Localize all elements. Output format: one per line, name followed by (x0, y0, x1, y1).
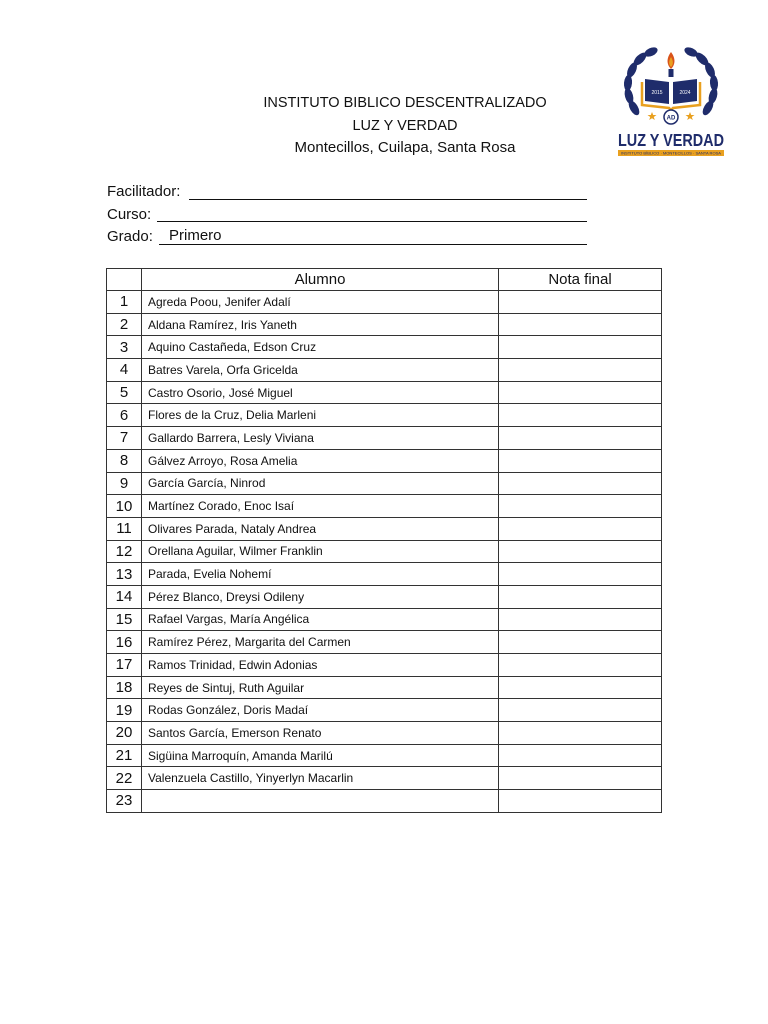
table-row (107, 631, 662, 654)
institute-subtitle: LUZ Y VERDAD (352, 117, 458, 134)
final-grade-cell[interactable] (499, 563, 662, 586)
student-name: Sigüina Marroquín, Amanda Marilú (142, 744, 499, 767)
table-row (107, 790, 662, 813)
student-name (142, 790, 499, 813)
row-number: 15 (107, 608, 142, 631)
student-name: Reyes de Sintuj, Ruth Aguilar (142, 676, 499, 699)
luz-y-verdad-logo (612, 42, 730, 168)
student-name: Pérez Blanco, Dreysi Odileny (142, 585, 499, 608)
student-name: Flores de la Cruz, Delia Marleni (142, 404, 499, 427)
row-number: 20 (107, 722, 142, 745)
student-name: Ramos Trinidad, Edwin Adonias (142, 654, 499, 677)
row-number: 23 (107, 790, 142, 813)
final-grade-cell[interactable] (499, 540, 662, 563)
student-name: Valenzuela Castillo, Yinyerlyn Macarlin (142, 767, 499, 790)
student-name: Olivares Parada, Nataly Andrea (142, 517, 499, 540)
table-row (107, 767, 662, 790)
header-final-grade: Nota final (499, 269, 662, 291)
student-name: Orellana Aguilar, Wilmer Franklin (142, 540, 499, 563)
student-name: Santos García, Emerson Renato (142, 722, 499, 745)
table-row (107, 449, 662, 472)
row-number: 12 (107, 540, 142, 563)
table-row (107, 540, 662, 563)
row-number: 5 (107, 381, 142, 404)
header-number (107, 269, 142, 291)
grado-value: Primero (169, 226, 222, 244)
grades-table (106, 268, 662, 813)
table-row (107, 291, 662, 314)
svg-text:2015: 2015 (651, 90, 663, 96)
final-grade-cell[interactable] (499, 449, 662, 472)
final-grade-cell[interactable] (499, 517, 662, 540)
student-name: Rodas González, Doris Madaí (142, 699, 499, 722)
table-row (107, 608, 662, 631)
final-grade-cell[interactable] (499, 427, 662, 450)
grado-label: Grado: (107, 228, 153, 245)
table-row (107, 654, 662, 677)
table-row (107, 336, 662, 359)
svg-text:AD: AD (666, 115, 676, 122)
curso-line (157, 221, 587, 222)
row-number: 10 (107, 495, 142, 518)
row-number: 16 (107, 631, 142, 654)
final-grade-cell[interactable] (499, 654, 662, 677)
row-number: 21 (107, 744, 142, 767)
grado-line (159, 244, 587, 245)
table-row (107, 359, 662, 382)
student-name: Gallardo Barrera, Lesly Viviana (142, 427, 499, 450)
final-grade-cell[interactable] (499, 608, 662, 631)
row-number: 8 (107, 449, 142, 472)
final-grade-cell[interactable] (499, 359, 662, 382)
table-row (107, 495, 662, 518)
final-grade-cell[interactable] (499, 631, 662, 654)
form-fields (107, 181, 587, 249)
svg-text:LUZ Y VERDAD: LUZ Y VERDAD (618, 130, 724, 150)
student-name: Martínez Corado, Enoc Isaí (142, 495, 499, 518)
facilitador-field[interactable] (107, 181, 587, 204)
final-grade-cell[interactable] (499, 336, 662, 359)
institute-name: INSTITUTO BIBLICO DESCENTRALIZADO (263, 95, 547, 111)
table-row (107, 676, 662, 699)
institute-location: Montecillos, Cuilapa, Santa Rosa (294, 139, 516, 156)
table-row (107, 744, 662, 767)
row-number: 14 (107, 585, 142, 608)
table-row (107, 722, 662, 745)
row-number: 9 (107, 472, 142, 495)
row-number: 2 (107, 313, 142, 336)
table-row (107, 517, 662, 540)
table-row (107, 381, 662, 404)
student-name: Gálvez Arroyo, Rosa Amelia (142, 449, 499, 472)
table-row (107, 313, 662, 336)
facilitador-line (189, 199, 587, 200)
student-name: Batres Varela, Orfa Gricelda (142, 359, 499, 382)
row-number: 17 (107, 654, 142, 677)
row-number: 1 (107, 291, 142, 314)
final-grade-cell[interactable] (499, 472, 662, 495)
table-row (107, 585, 662, 608)
final-grade-cell[interactable] (499, 699, 662, 722)
final-grade-cell[interactable] (499, 676, 662, 699)
svg-text:INSTITUTO BÍBLICO · MONTECILLO: INSTITUTO BÍBLICO · MONTECILLOS · SANTA ROSA (621, 151, 722, 156)
torch-icon (668, 52, 675, 77)
curso-field[interactable] (107, 204, 587, 227)
open-book-icon (642, 79, 700, 110)
final-grade-cell[interactable] (499, 313, 662, 336)
final-grade-cell[interactable] (499, 291, 662, 314)
row-number: 11 (107, 517, 142, 540)
student-name: Aquino Castañeda, Edson Cruz (142, 336, 499, 359)
facilitador-label: Facilitador: (107, 183, 181, 200)
table-row (107, 563, 662, 586)
curso-label: Curso: (107, 205, 152, 223)
student-name: Ramírez Pérez, Margarita del Carmen (142, 631, 499, 654)
grado-field[interactable] (107, 226, 587, 249)
row-number: 13 (107, 563, 142, 586)
row-number: 4 (107, 359, 142, 382)
final-grade-cell[interactable] (499, 790, 662, 813)
student-name: Castro Osorio, José Miguel (142, 381, 499, 404)
final-grade-cell[interactable] (499, 495, 662, 518)
header-student: Alumno (142, 269, 499, 291)
table-row (107, 472, 662, 495)
student-name: Parada, Evelia Nohemí (142, 563, 499, 586)
row-number: 19 (107, 699, 142, 722)
student-name: García García, Ninrod (142, 472, 499, 495)
row-number: 7 (107, 427, 142, 450)
final-grade-cell[interactable] (499, 744, 662, 767)
final-grade-cell[interactable] (499, 585, 662, 608)
table-row (107, 404, 662, 427)
student-name: Agreda Poou, Jenifer Adalí (142, 291, 499, 314)
student-name: Aldana Ramírez, Iris Yaneth (142, 313, 499, 336)
row-number: 22 (107, 767, 142, 790)
table-row (107, 699, 662, 722)
table-header-row (107, 269, 662, 291)
row-number: 3 (107, 336, 142, 359)
final-grade-cell[interactable] (499, 722, 662, 745)
row-number: 18 (107, 676, 142, 699)
table-row (107, 427, 662, 450)
final-grade-cell[interactable] (499, 767, 662, 790)
final-grade-cell[interactable] (499, 381, 662, 404)
student-name: Rafael Vargas, María Angélica (142, 608, 499, 631)
document-header (180, 92, 630, 160)
final-grade-cell[interactable] (499, 404, 662, 427)
row-number: 6 (107, 404, 142, 427)
svg-text:2024: 2024 (679, 90, 691, 96)
